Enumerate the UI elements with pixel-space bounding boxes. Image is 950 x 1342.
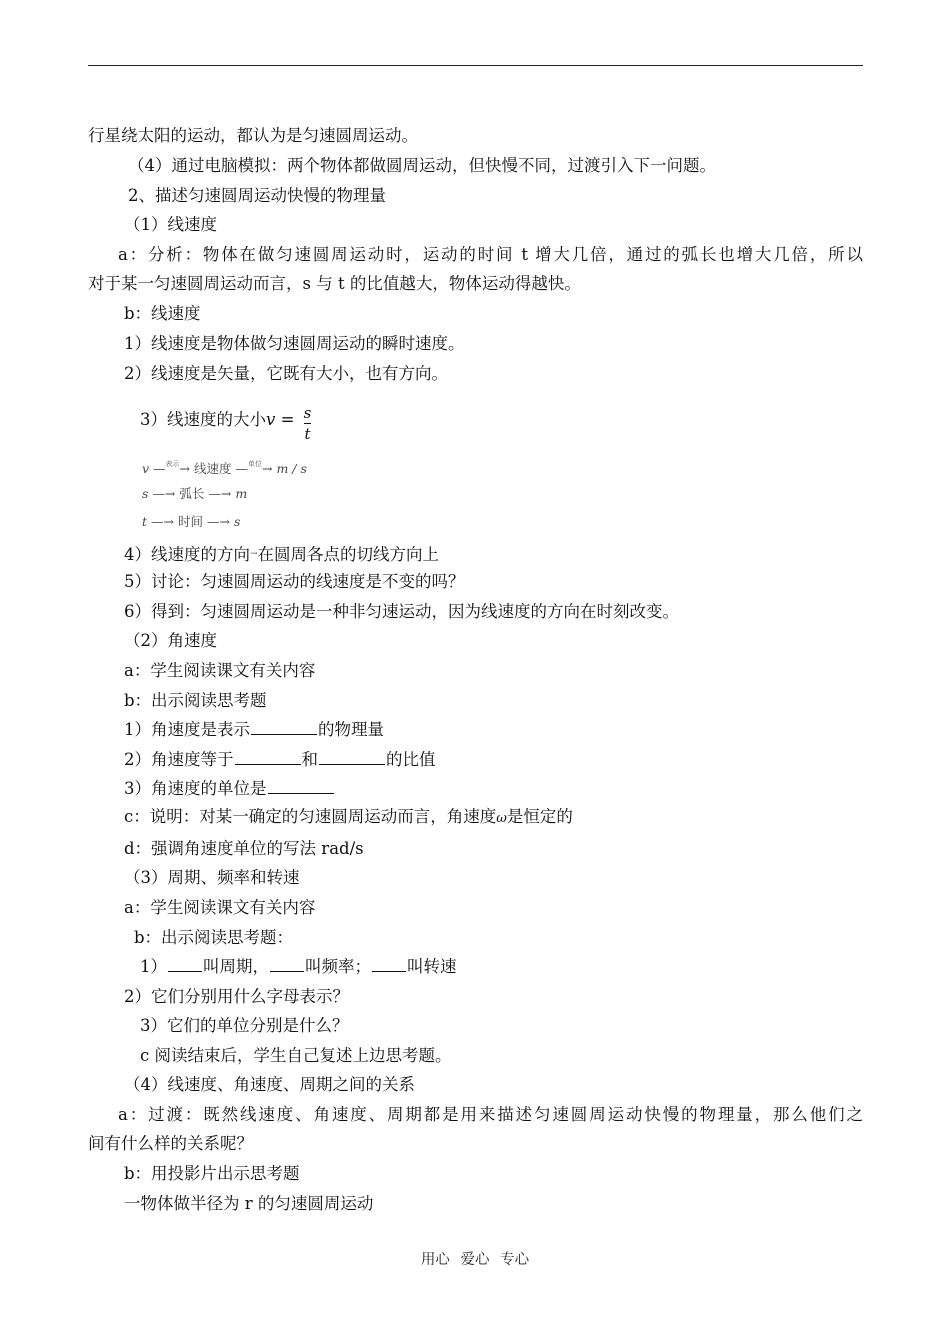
header-rule [88, 65, 863, 66]
text-line: （4）通过电脑模拟：两个物体都做圆周运动，但快慢不同，过渡引入下一问题。 [128, 156, 716, 175]
formula-label: 3）线速度的大小 [140, 410, 266, 429]
text-segment: c：说明：对某一确定的匀速圆周运动而言，角速度 [124, 807, 497, 826]
text-segment: 的物理量 [318, 720, 384, 739]
fill-in-question [124, 719, 384, 741]
formula-line [140, 404, 311, 443]
text-segment: 2）角速度等于 [124, 750, 234, 769]
answer-blank[interactable] [372, 970, 406, 972]
formula-denominator: t [304, 425, 311, 443]
text-line: a：过渡：既然线速度、角速度、周期都是用来描述匀速圆周运动快慢的物理量，那么他们之 [118, 1105, 863, 1124]
arrow-icon: → [179, 461, 191, 476]
answer-blank[interactable] [235, 763, 301, 765]
subsection-heading: （2）角速度 [124, 631, 217, 650]
formula-fraction [304, 404, 312, 443]
formula-v: v [266, 410, 276, 429]
formula-eq: = [280, 410, 295, 429]
text-segment: 在圆周各点的切线方向上 [257, 545, 440, 564]
text-line: 对于某一匀速圆周运动而言，s 与 t 的比值越大，物体运动得越快。 [88, 274, 581, 293]
mapping-symbol: v [142, 461, 150, 476]
answer-blank[interactable] [319, 763, 385, 765]
arrow-icon: —→ [208, 486, 232, 501]
text-line: 一物体做半径为 r 的匀速圆周运动 [124, 1194, 374, 1213]
mapping-unit: m [235, 486, 248, 501]
text-line: 2）它们分别用什么字母表示？ [124, 987, 349, 1006]
subsection-heading: （4）线速度、角速度、周期之间的关系 [124, 1075, 415, 1094]
mapping-row-time [142, 513, 240, 531]
text-segment: 1）角速度是表示 [124, 720, 250, 739]
text-line: a：学生阅读课文有关内容 [124, 661, 316, 680]
text-line: a：学生阅读课文有关内容 [124, 898, 316, 917]
text-line: b：用投影片出示思考题 [124, 1164, 300, 1183]
fill-in-question [124, 749, 436, 771]
mapping-symbol: t [142, 514, 148, 529]
mapping-symbol: s [142, 486, 149, 501]
text-line: 间有什么样的关系呢？ [88, 1134, 253, 1153]
text-line: 2）线速度是矢量，它既有大小，也有方向。 [124, 364, 448, 383]
answer-blank[interactable] [268, 792, 334, 794]
text-line: 行星绕太阳的运动，都认为是匀速圆周运动。 [88, 126, 418, 145]
text-line: 1）线速度是物体做匀速圆周运动的瞬时速度。 [124, 334, 465, 353]
answer-blank[interactable] [251, 733, 317, 735]
formula-numerator: s [303, 404, 312, 422]
mapping-row-arc [142, 485, 247, 503]
text-segment: 1） [140, 957, 167, 976]
mapping-label: 表示 [165, 460, 180, 468]
text-segment: 叫频率； [305, 957, 371, 976]
text-segment: 的比值 [386, 750, 436, 769]
text-line [124, 543, 439, 566]
mapping-unit: m / s [276, 461, 307, 476]
text-line: d：强调角速度单位的写法 rad/s [124, 839, 364, 858]
section-heading: 2、描述匀速圆周运动快慢的物理量 [128, 186, 386, 205]
mapping-label: 单位 [248, 460, 263, 468]
fill-in-question [124, 778, 335, 800]
text-line [124, 806, 573, 830]
omega-symbol: ω [496, 811, 507, 826]
text-line: b：出示阅读思考题 [124, 691, 267, 710]
text-line: 5）讨论：匀速圆周运动的线速度是不变的吗？ [124, 572, 465, 591]
text-segment: 叫周期， [203, 957, 269, 976]
text-segment: 是恒定的 [506, 807, 573, 826]
answer-blank[interactable] [168, 970, 202, 972]
text-line: 6）得到：匀速圆周运动是一种非匀速运动，因为线速度的方向在时刻改变。 [124, 602, 679, 621]
text-line: b：线速度 [124, 304, 201, 323]
mapping-row-velocity: v —$^{表示}$→ 线速度 —$^{单位}$→ m / s [142, 460, 307, 476]
mapping-quantity: 时间 [177, 514, 203, 529]
mapping-unit: s [233, 514, 241, 529]
text-segment: 和 [301, 750, 318, 769]
text-line: 3）它们的单位分别是什么？ [140, 1016, 349, 1035]
fill-in-question [140, 956, 457, 978]
text-line: b：出示阅读思考题： [134, 928, 294, 947]
answer-blank[interactable] [270, 970, 304, 972]
subsection-heading: （3）周期、频率和转速 [124, 868, 300, 887]
text-line: c 阅读结束后，学生自己复述上边思考题。 [140, 1046, 452, 1065]
arrow-icon: → [262, 461, 273, 476]
text-line: a：分析：物体在做匀速圆周运动时，运动的时间 t 增大几倍，通过的弧长也增大几倍，所以 [118, 245, 863, 264]
mapping-quantity: 线速度 [194, 461, 232, 476]
mapping-quantity: 弧长 [179, 486, 205, 501]
text-segment: 叫转速 [407, 957, 457, 976]
subsection-heading: （1）线速度 [124, 215, 217, 234]
arrow-icon: → [250, 549, 258, 559]
arrow-icon: —→ [151, 514, 174, 529]
arrow-icon: —→ [152, 486, 176, 501]
text-segment: 4）线速度的方向 [124, 545, 250, 564]
arrow-icon: —→ [206, 514, 230, 529]
page-footer: 用心 爱心 专心 [420, 1252, 530, 1268]
text-segment: 3）角速度的单位是 [124, 779, 267, 798]
